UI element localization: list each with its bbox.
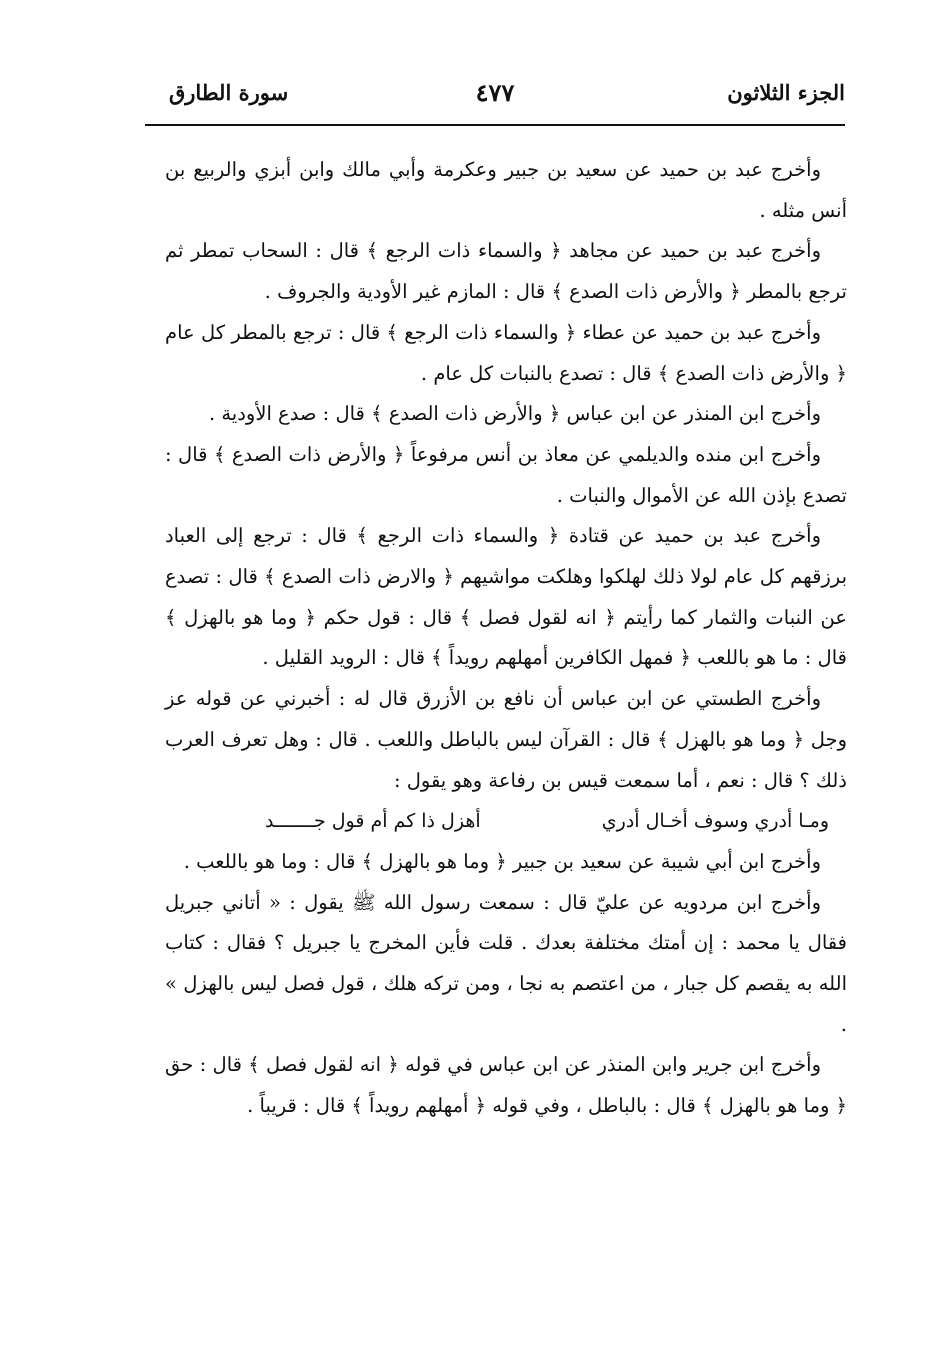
page-number: ٤٧٧ bbox=[475, 78, 515, 107]
verse-first-hemistich: أهزل ذا كم أم قول جـــــــد bbox=[265, 810, 481, 833]
paragraph: وأخرج عبد بن حميد عن قتادة ﴿ والسماء ذات الرجع ﴾ قال : ترجع إلى العباد برزقهم كل عام لولا ذلك لهلكوا وهلكت مواشيهم ﴿ والارض ذات الصدع ﴾ قال : تصدع عن النبات والثمار كما رأيتم ﴿ انه لقول فصل ﴾ قال : قول حكم ﴿ وما هو بالهزل ﴾ قال : ما هو باللعب ﴿ فمهل الكافرين أمهلهم رويداً ﴾ قال : الرويد القليل . bbox=[165, 524, 847, 670]
verse-second-hemistich: ومـا أدري وسوف أخـال أدري bbox=[601, 810, 829, 833]
paragraph: وأخرج عبد بن حميد عن سعيد بن جبير وعكرمة وأبي مالك وابن أبزي والربيع بن أنس مثله . bbox=[165, 158, 847, 222]
paragraph: وأخرج الطستي عن ابن عباس أن نافع بن الأزرق قال له : أخبرني عن قوله عز وجل ﴿ وما هو بالهزل ﴾ قال : القرآن ليس بالباطل واللعب . قال : وهل تعرف العرب ذلك ؟ قال : نعم ، أما سمعت قيس بن رفاعة وهو يقول : bbox=[165, 687, 847, 792]
paragraph: وأخرج عبد بن حميد عن عطاء ﴿ والسماء ذات الرجع ﴾ قال : ترجع بالمطر كل عام ﴿ والأرض ذات الصدع ﴾ قال : تصدع بالنبات كل عام . bbox=[165, 320, 847, 385]
surah-name: سورة الطارق bbox=[169, 80, 289, 105]
paragraph: وأخرج ابن المنذر عن ابن عباس ﴿ والأرض ذات الصدع ﴾ قال : صدع الأودية . bbox=[208, 402, 821, 426]
paragraph: وأخرج ابن أبي شيبة عن سعيد بن جبير ﴿ وما هو بالهزل ﴾ قال : وما هو باللعب . bbox=[183, 849, 821, 873]
header-divider bbox=[145, 124, 845, 126]
poetry-verse bbox=[165, 801, 847, 842]
body-text bbox=[165, 150, 847, 1127]
page-header bbox=[145, 74, 845, 122]
paragraph: وأخرج ابن مردويه عن عليّ قال : سمعت رسول الله ﷺ يقول : « أتاني جبريل فقال يا محمد : إن أمتك مختلفة بعدك . قلت فأين المخرج يا جبريل ؟ فقال : كتاب الله به يقصم كل جبار ، من اعتصم به نجا ، ومن تركه هلك ، قول فصل ليس بالهزل » . bbox=[165, 890, 847, 1036]
part-name: الجزء الثلاثون bbox=[727, 80, 845, 105]
paragraph: وأخرج ابن منده والديلمي عن معاذ بن أنس مرفوعاً ﴿ والأرض ذات الصدع ﴾ قال : تصدع بإذن الله عن الأموال والنبات . bbox=[165, 442, 847, 507]
paragraph: وأخرج عبد بن حميد عن مجاهد ﴿ والسماء ذات الرجع ﴾ قال : السحاب تمطر ثم ترجع بالمطر ﴿ والأرض ذات الصدع ﴾ قال : المازم غير الأودية والجروف . bbox=[165, 239, 847, 304]
paragraph: وأخرج ابن جرير وابن المنذر عن ابن عباس في قوله ﴿ انه لقول فصل ﴾ قال : حق ﴿ وما هو بالهزل ﴾ قال : بالباطل ، وفي قوله ﴿ أمهلهم رويداً ﴾ قال : قريباً . bbox=[165, 1053, 847, 1118]
